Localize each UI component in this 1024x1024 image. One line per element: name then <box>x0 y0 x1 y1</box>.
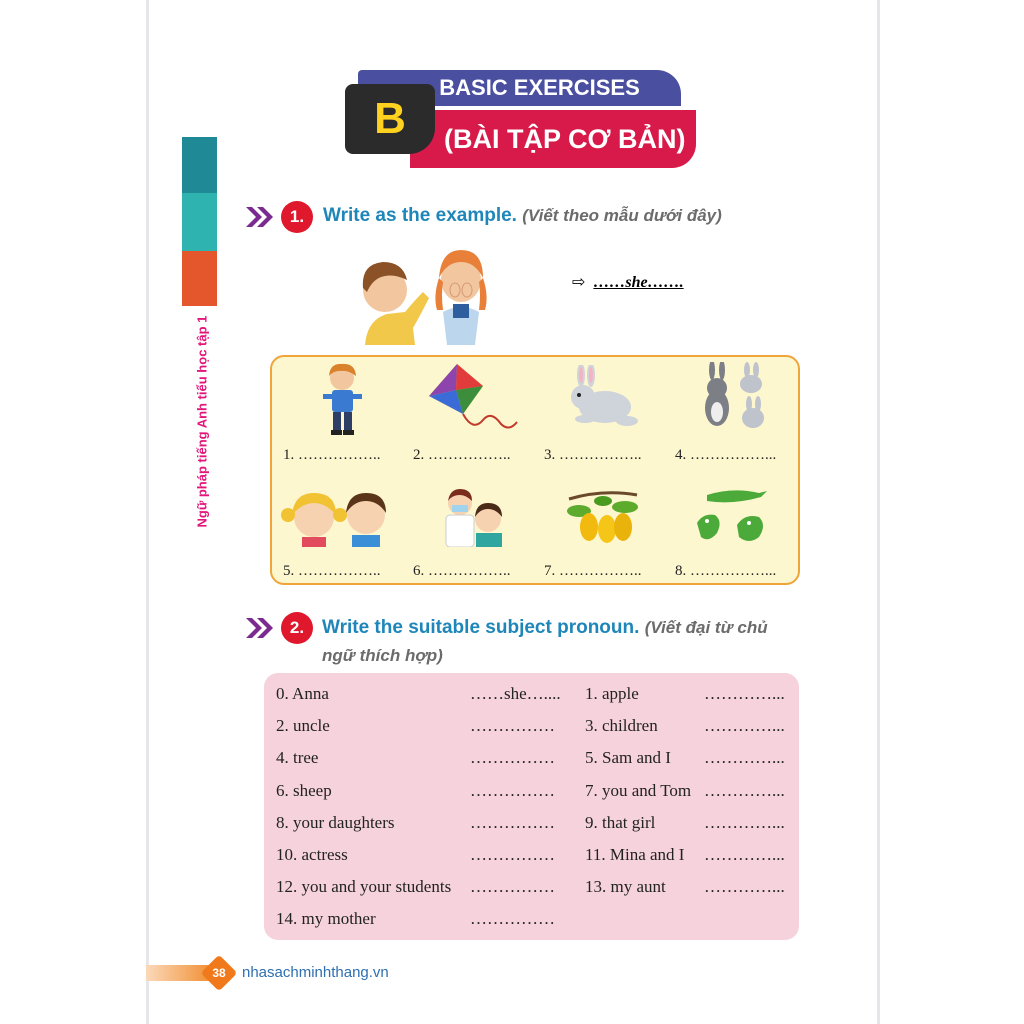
pronoun-left-item-answer-blank[interactable]: ……she….... <box>470 684 561 703</box>
mangoes-picture <box>565 485 640 550</box>
pronoun-left-item-label: 12. you and your students <box>276 877 452 896</box>
pronoun-left-item-label: 10. actress <box>276 845 348 864</box>
pronoun-left-item-label: 8. your daughters <box>276 813 395 832</box>
pronoun-right-item-answer-blank[interactable]: …………... <box>704 781 785 800</box>
pronoun-right-item-answer-blank[interactable]: …………... <box>704 748 785 767</box>
picture-blank-3[interactable]: 3. …………….. <box>544 447 642 463</box>
rabbit-picture <box>565 365 640 435</box>
pronoun-left-item-label: 14. my mother <box>276 909 376 928</box>
pronoun-right-item-answer-blank[interactable]: …………... <box>704 813 785 832</box>
pronoun-left-item-answer-blank[interactable]: …………… <box>470 813 555 832</box>
example-answer-line <box>572 272 684 292</box>
pronoun-right-item-answer-blank[interactable]: …………... <box>704 877 785 896</box>
side-book-title: Ngữ pháp tiếng Anh tiểu học tập 1 <box>194 315 210 528</box>
pronoun-right-item-label: 13. my aunt <box>585 877 666 896</box>
exercise-1-title-text: Write as the example. <box>323 205 517 226</box>
exercise-1-subtitle: (Viết theo mẫu dưới đây) <box>522 206 722 225</box>
kite-picture <box>425 362 520 434</box>
exercise-1-title <box>323 205 722 227</box>
exercise-2-subtitle-2: ngữ thích hợp) <box>322 646 443 665</box>
exercise-2-title <box>322 617 768 639</box>
section-title-vi-banner <box>410 110 696 168</box>
page-number: 38 <box>212 966 226 980</box>
side-tab-orange <box>182 251 217 306</box>
exercise-1-number: 1. <box>281 201 313 233</box>
picture-blank-6[interactable]: 6. …………….. <box>413 563 511 579</box>
side-tab-teal-light <box>182 193 217 251</box>
example-boy-pointing-at-girl-illustration <box>355 240 495 345</box>
section-letter-badge <box>345 84 435 154</box>
side-tab-teal-dark <box>182 137 217 193</box>
girl-and-boy-picture <box>280 485 400 547</box>
rabbits-picture <box>695 362 775 434</box>
crocodiles-picture <box>693 485 773 550</box>
pronoun-left-item-label: 2. uncle <box>276 716 330 735</box>
picture-blank-5[interactable]: 5. …………….. <box>283 563 381 579</box>
pronoun-right-item-answer-blank[interactable]: …………... <box>704 684 785 703</box>
pronoun-right-item-label: 5. Sam and I <box>585 748 671 767</box>
double-chevron-icon <box>244 205 276 229</box>
pronoun-left-item-answer-blank[interactable]: …………… <box>470 877 555 896</box>
doctor-and-patient-picture <box>438 485 510 547</box>
pronoun-left-item-answer-blank[interactable]: …………… <box>470 781 555 800</box>
exercise-2-title-text: Write the suitable subject pronoun. <box>322 617 640 638</box>
pronoun-right-item-label: 7. you and Tom <box>585 781 692 800</box>
section-title-vi: (BÀI TẬP CƠ BẢN) <box>444 124 686 154</box>
picture-blank-1[interactable]: 1. …………….. <box>283 447 381 463</box>
arrow-right-icon: ⇨ <box>572 274 586 291</box>
pronoun-left-item-answer-blank[interactable]: …………… <box>470 909 555 928</box>
double-chevron-icon <box>244 616 276 640</box>
pronoun-right-item-label: 11. Mina and I <box>585 845 685 864</box>
page-number-badge <box>201 955 238 992</box>
pronoun-left-item-label: 6. sheep <box>276 781 332 800</box>
pronoun-exercise-box <box>264 673 799 940</box>
picture-blank-2[interactable]: 2. …………….. <box>413 447 511 463</box>
picture-blank-7[interactable]: 7. …………….. <box>544 563 642 579</box>
picture-blank-8[interactable]: 8. ……………... <box>675 563 777 579</box>
exercise-2-subtitle-1: (Viết đại từ chủ <box>644 618 768 637</box>
picture-blank-4[interactable]: 4. ……………... <box>675 447 777 463</box>
section-letter: B <box>374 94 406 143</box>
pronoun-right-item-label: 1. apple <box>585 684 639 703</box>
pronoun-left-item-label: 4. tree <box>276 748 319 767</box>
section-title-en: BASIC EXERCISES <box>439 75 640 100</box>
pronoun-right-item-answer-blank[interactable]: …………... <box>704 845 785 864</box>
example-answer: ……she……. <box>593 274 684 291</box>
pronoun-right-item-label: 3. children <box>585 716 658 735</box>
pronoun-right-item-label: 9. that girl <box>585 813 656 832</box>
footer-website: nhasachminhthang.vn <box>242 964 389 981</box>
pronoun-left-item-answer-blank[interactable]: …………… <box>470 716 555 735</box>
pronoun-left-item-label: 0. Anna <box>276 684 329 703</box>
pronoun-left-item-answer-blank[interactable]: …………… <box>470 748 555 767</box>
boy-picture <box>320 362 365 437</box>
exercise-2-number: 2. <box>281 612 313 644</box>
pronoun-right-item-answer-blank[interactable]: …………... <box>704 716 785 735</box>
pronoun-left-item-answer-blank[interactable]: …………… <box>470 845 555 864</box>
